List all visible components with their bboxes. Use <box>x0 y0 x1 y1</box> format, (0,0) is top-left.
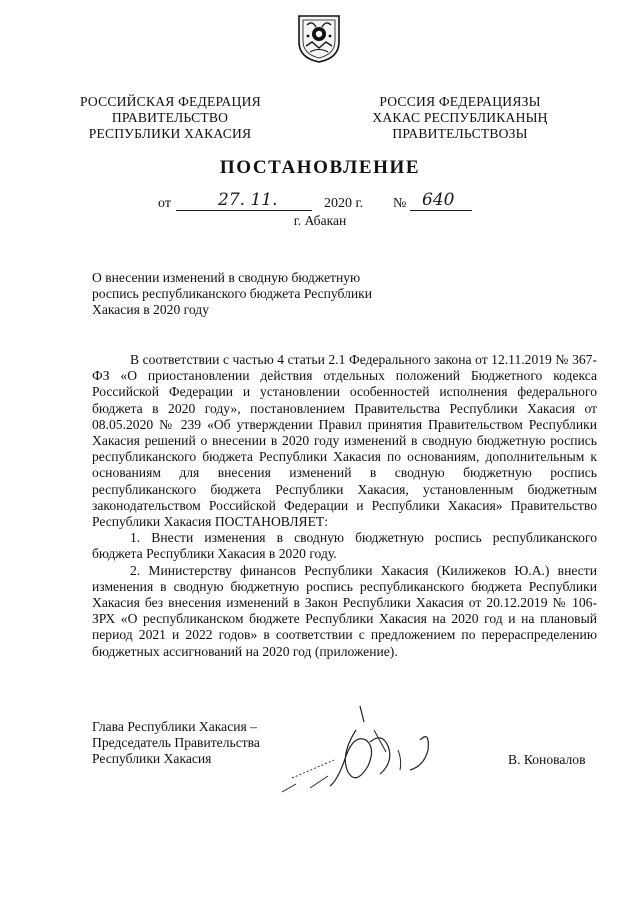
subject-line: О внесении изменений в сводную бюджетную <box>92 270 361 285</box>
city: г. Абакан <box>293 213 347 228</box>
signatory-position-line: Глава Республики Хакасия – <box>92 719 257 734</box>
subject-line: Хакасия в 2020 году <box>92 302 210 317</box>
header-right-line: РОССИЯ ФЕДЕРАЦИЯЗЫ <box>379 94 541 109</box>
date-prefix: от <box>158 196 171 211</box>
header-left <box>80 94 260 142</box>
signatory-position-line: Республики Хакасия <box>92 751 212 766</box>
document-title: ПОСТАНОВЛЕНИЕ <box>219 157 421 178</box>
signatory-position <box>92 719 260 767</box>
signatory-name: В. Коновалов <box>508 752 586 767</box>
header-left-line: РЕСПУБЛИКИ ХАКАСИЯ <box>88 126 252 141</box>
date-handwritten: 27. 11. <box>218 190 278 210</box>
number-handwritten: 640 <box>422 190 455 210</box>
subject <box>92 270 392 318</box>
clause-2-paragraph: 2. Министерству финансов Республики Хакасия (Килижеков Ю.А.) внести изменения в сводную бюджетную роспись республиканского бюджета Республики Хакасия без внесения изменений в Закон Республики Хакасия от 20.12.2019 № 106-ЗРХ «О республиканском бюджете Республики Хакасия на 2020 год и на плановый период 2021 и 2022 годов» в соответствии с предложением по перераспределению бюджетных ассигнований на 2020 год (приложение). <box>92 562 597 659</box>
number-label: № <box>393 196 407 211</box>
header-left-line: ПРАВИТЕЛЬСТВО <box>111 110 229 125</box>
header-left-line: РОССИЙСКАЯ ФЕДЕРАЦИЯ <box>80 94 261 109</box>
header-right <box>360 94 560 142</box>
preamble-paragraph: В соответствии с частью 4 статьи 2.1 Федерального закона от 12.11.2019 № 367-ФЗ «О приостановлении действия отдельных положений Бюджетного кодекса Российской Федерации и установлении особенностей исполнения федерального бюджета в 2020 году», постановлением Правительства Республики Хакасия от 08.05.2020 № 239 «Об утверждении Правил принятия Правительством Республики Хакасия решений о внесении в 2020 году изменений в сводную бюджетную роспись республиканского бюджета Республики Хакасия по основаниям, дополнительным к основаниям для внесения изменений в сводную бюджетную роспись республиканского бюджета Республики Хакасия, установленным бюджетным законодательством Российской Федерации и Республики Хакасия» Правительство Республики Хакасия ПОСТАНОВЛЯЕТ: <box>92 352 597 530</box>
header-right-line: ПРАВИТЕЛЬСТВОЗЫ <box>392 126 528 141</box>
signatory-position-line: Председатель Правительства <box>92 735 260 750</box>
document-body <box>92 352 597 660</box>
handwritten-signature-icon <box>270 700 460 810</box>
clause-1-paragraph: 1. Внести изменения в сводную бюджетную роспись республиканского бюджета Республики Хакасия в 2020 году. <box>92 530 597 562</box>
date-year: 2020 г. <box>324 196 364 211</box>
coat-of-arms-emblem-icon <box>296 12 342 64</box>
header-right-line: ХАКАС РЕСПУБЛИКАНЫҢ <box>372 110 548 125</box>
subject-line: роспись республиканского бюджета Республики <box>92 286 373 301</box>
